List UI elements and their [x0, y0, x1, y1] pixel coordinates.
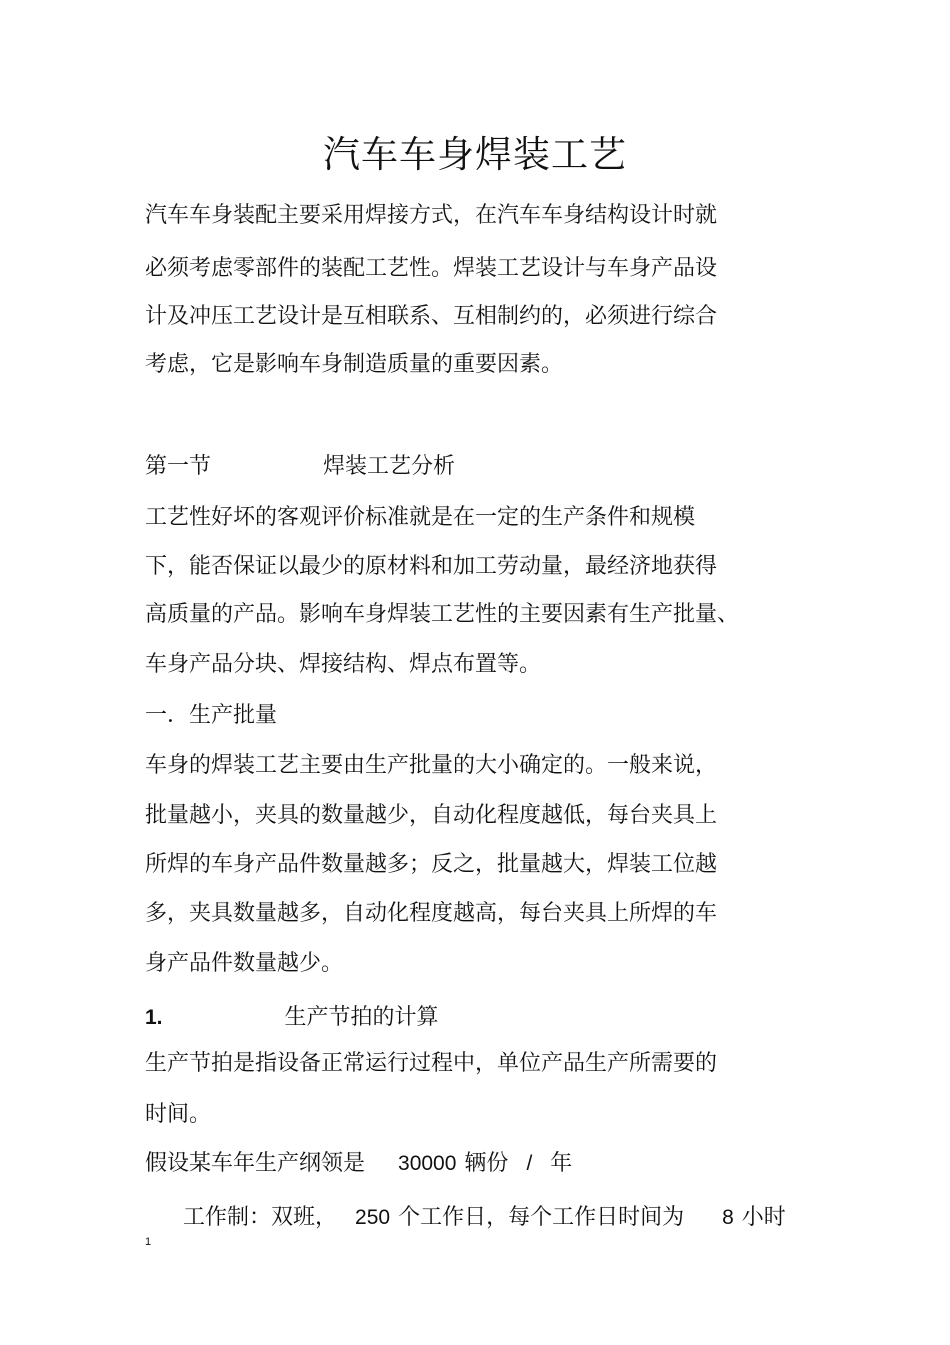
section-heading	[145, 452, 455, 482]
batch-para-line-1: 车身的焊装工艺主要由生产批量的大小确定的。一般来说，	[145, 753, 718, 778]
page-number: 1	[145, 1236, 152, 1248]
section-para-line-3: 高质量的产品。影响车身焊装工艺性的主要因素有生产批量、	[145, 602, 740, 627]
assumption-prefix: 假设某车年生产纲领是	[145, 1151, 366, 1176]
item-1-heading	[145, 1003, 439, 1033]
annual-output-unit: 辆份	[464, 1151, 509, 1176]
working-days-value: 250	[355, 1206, 391, 1229]
assumption-line	[145, 1149, 572, 1179]
section-number: 第一节	[145, 454, 212, 479]
section-para-line-1: 工艺性好坏的客观评价标准就是在一定的生产条件和规模	[145, 505, 696, 530]
unit-slash: /	[526, 1152, 533, 1175]
document-title: 汽车车身焊装工艺	[323, 133, 627, 176]
batch-para-line-2: 批量越小，夹具的数量越少，自动化程度越低，每台夹具上	[145, 803, 718, 828]
intro-line-2: 必须考虑零部件的装配工艺性。焊装工艺设计与车身产品设	[145, 256, 718, 281]
work-system-line	[183, 1203, 786, 1233]
annual-output-value: 30000	[398, 1152, 457, 1175]
takt-para-line-1: 生产节拍是指设备正常运行过程中，单位产品生产所需要的	[145, 1051, 718, 1076]
annual-output-period: 年	[550, 1151, 573, 1176]
takt-para-line-2: 时间。	[145, 1102, 212, 1127]
working-days-text: 个工作日，每个工作日时间为	[398, 1205, 685, 1230]
batch-para-line-5: 身产品件数量越少。	[145, 951, 344, 976]
intro-line-3: 计及冲压工艺设计是互相联系、互相制约的，必须进行综合	[145, 304, 718, 329]
working-hours-value: 8	[722, 1206, 734, 1229]
subsection-heading: 一．生产批量	[145, 703, 278, 728]
item-1-number: 1.	[145, 1006, 163, 1029]
work-system-prefix: 工作制：双班，	[183, 1205, 338, 1230]
working-hours-unit: 小时	[741, 1205, 786, 1230]
item-1-title: 生产节拍的计算	[284, 1005, 439, 1030]
section-para-line-2: 下，能否保证以最少的原材料和加工劳动量，最经济地获得	[145, 554, 718, 579]
section-title: 焊装工艺分析	[323, 454, 456, 479]
section-para-line-4: 车身产品分块、焊接结构、焊点布置等。	[145, 652, 542, 677]
batch-para-line-4: 多，夹具数量越多，自动化程度越高，每台夹具上所焊的车	[145, 901, 718, 926]
intro-line-4: 考虑，它是影响车身制造质量的重要因素。	[145, 352, 564, 377]
batch-para-line-3: 所焊的车身产品件数量越多；反之，批量越大，焊装工位越	[145, 852, 718, 877]
intro-line-1: 汽车车身装配主要采用焊接方式，在汽车车身结构设计时就	[145, 203, 718, 228]
